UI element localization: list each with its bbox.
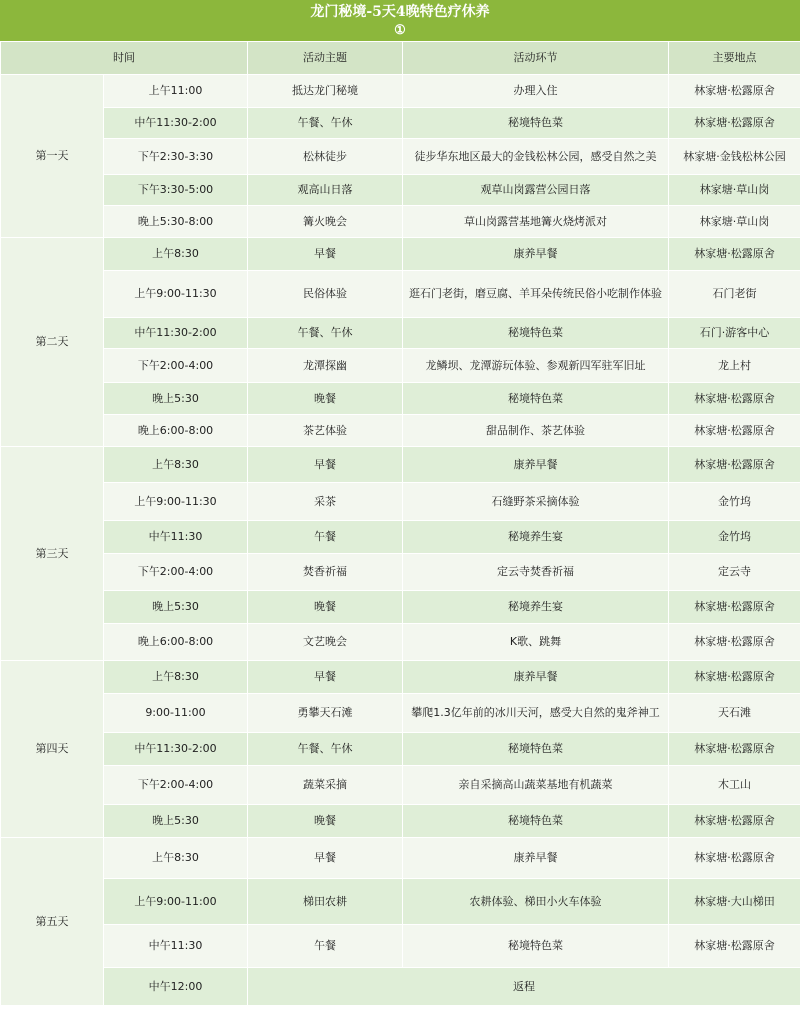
table-row — [1, 624, 800, 661]
cell-activity: 秘境特色菜 — [403, 805, 669, 838]
cell-time: 上午8:30 — [104, 238, 248, 271]
cell-theme: 勇攀天石滩 — [248, 694, 403, 733]
cell-activity: 秘境养生宴 — [403, 591, 669, 624]
cell-activity: 秘境特色菜 — [403, 108, 669, 139]
cell-time: 中午11:30-2:00 — [104, 733, 248, 766]
table-row — [1, 733, 800, 766]
cell-location: 林家塘·松露原舍 — [669, 661, 800, 694]
table-row — [1, 271, 800, 318]
day-label: 第五天 — [1, 838, 104, 1006]
cell-activity: 秘境特色菜 — [403, 925, 669, 968]
cell-activity: 定云寺焚香祈福 — [403, 554, 669, 591]
table-row — [1, 318, 800, 349]
cell-location: 林家塘·金钱松林公园 — [669, 139, 800, 175]
cell-activity: 农耕体验、梯田小火车体验 — [403, 879, 669, 925]
cell-location: 林家塘·草山岗 — [669, 206, 800, 238]
cell-activity: 亲自采摘高山蔬菜基地有机蔬菜 — [403, 766, 669, 805]
table-row — [1, 447, 800, 483]
cell-theme: 晚餐 — [248, 383, 403, 415]
cell-time: 下午2:00-4:00 — [104, 349, 248, 383]
cell-location: 林家塘·大山梯田 — [669, 879, 800, 925]
table-row — [1, 383, 800, 415]
cell-theme: 篝火晚会 — [248, 206, 403, 238]
cell-time: 晚上6:00-8:00 — [104, 415, 248, 447]
table-row — [1, 521, 800, 554]
header-location: 主要地点 — [669, 42, 800, 75]
table-row — [1, 925, 800, 968]
cell-activity: 秘境特色菜 — [403, 383, 669, 415]
cell-theme: 龙潭探幽 — [248, 349, 403, 383]
table-row — [1, 879, 800, 925]
cell-time: 晚上5:30 — [104, 383, 248, 415]
cell-location: 龙上村 — [669, 349, 800, 383]
cell-time: 晚上5:30 — [104, 805, 248, 838]
cell-location: 林家塘·松露原舍 — [669, 624, 800, 661]
schedule-table — [0, 41, 800, 1006]
cell-time: 晚上6:00-8:00 — [104, 624, 248, 661]
cell-location: 林家塘·草山岗 — [669, 175, 800, 206]
cell-activity: 秘境特色菜 — [403, 318, 669, 349]
cell-location: 石门·游客中心 — [669, 318, 800, 349]
cell-theme: 早餐 — [248, 838, 403, 879]
cell-time: 上午9:00-11:30 — [104, 271, 248, 318]
cell-activity: 康养早餐 — [403, 661, 669, 694]
table-row — [1, 554, 800, 591]
cell-theme: 午餐、午休 — [248, 318, 403, 349]
cell-time: 中午11:30-2:00 — [104, 318, 248, 349]
cell-location: 林家塘·松露原舍 — [669, 838, 800, 879]
cell-theme: 早餐 — [248, 661, 403, 694]
cell-time: 下午2:00-4:00 — [104, 554, 248, 591]
cell-theme: 晚餐 — [248, 805, 403, 838]
table-row — [1, 694, 800, 733]
cell-location: 林家塘·松露原舍 — [669, 383, 800, 415]
table-row — [1, 805, 800, 838]
cell-theme: 民俗体验 — [248, 271, 403, 318]
cell-location: 林家塘·松露原舍 — [669, 447, 800, 483]
cell-time: 晚上5:30 — [104, 591, 248, 624]
title-bar — [0, 0, 800, 41]
cell-time: 下午3:30-5:00 — [104, 175, 248, 206]
cell-time: 上午8:30 — [104, 838, 248, 879]
day-label: 第一天 — [1, 75, 104, 238]
page-title: 龙门秘境-5天4晚特色疗休养 — [310, 4, 490, 20]
cell-activity: 观草山岗露营公园日落 — [403, 175, 669, 206]
cell-activity: 龙鳞坝、龙潭游玩体验、参观新四军驻军旧址 — [403, 349, 669, 383]
table-row — [1, 139, 800, 175]
cell-location: 金竹坞 — [669, 521, 800, 554]
cell-time: 上午8:30 — [104, 447, 248, 483]
cell-activity: 办理入住 — [403, 75, 669, 108]
cell-theme: 焚香祈福 — [248, 554, 403, 591]
table-row — [1, 238, 800, 271]
cell-time: 上午9:00-11:30 — [104, 483, 248, 521]
cell-activity: 逛石门老街，磨豆腐、羊耳朵传统民俗小吃制作体验 — [403, 271, 669, 318]
cell-location: 林家塘·松露原舍 — [669, 805, 800, 838]
header-time: 时间 — [1, 42, 248, 75]
cell-theme: 晚餐 — [248, 591, 403, 624]
header-activity: 活动环节 — [403, 42, 669, 75]
table-row — [1, 483, 800, 521]
table-row — [1, 415, 800, 447]
table-row — [1, 349, 800, 383]
table-row — [1, 661, 800, 694]
cell-location: 天石滩 — [669, 694, 800, 733]
day-label: 第四天 — [1, 661, 104, 838]
cell-theme: 早餐 — [248, 447, 403, 483]
table-row — [1, 75, 800, 108]
day-label: 第三天 — [1, 447, 104, 661]
cell-theme: 梯田农耕 — [248, 879, 403, 925]
header-row — [1, 42, 800, 75]
cell-theme: 午餐 — [248, 925, 403, 968]
cell-location: 林家塘·松露原舍 — [669, 108, 800, 139]
cell-time: 上午11:00 — [104, 75, 248, 108]
cell-location: 石门老街 — [669, 271, 800, 318]
cell-location: 林家塘·松露原舍 — [669, 925, 800, 968]
cell-activity: 秘境特色菜 — [403, 733, 669, 766]
cell-time: 晚上5:30-8:00 — [104, 206, 248, 238]
cell-theme: 文艺晚会 — [248, 624, 403, 661]
cell-location: 林家塘·松露原舍 — [669, 591, 800, 624]
cell-activity: 康养早餐 — [403, 838, 669, 879]
cell-theme: 午餐 — [248, 521, 403, 554]
cell-theme: 茶艺体验 — [248, 415, 403, 447]
cell-theme: 午餐、午休 — [248, 108, 403, 139]
cell-time: 中午11:30-2:00 — [104, 108, 248, 139]
cell-location: 林家塘·松露原舍 — [669, 238, 800, 271]
header-theme: 活动主题 — [248, 42, 403, 75]
cell-theme: 抵达龙门秘境 — [248, 75, 403, 108]
cell-time: 下午2:00-4:00 — [104, 766, 248, 805]
cell-location: 林家塘·松露原舍 — [669, 733, 800, 766]
cell-theme: 蔬菜采摘 — [248, 766, 403, 805]
cell-time: 下午2:30-3:30 — [104, 139, 248, 175]
table-row — [1, 206, 800, 238]
cell-location: 定云寺 — [669, 554, 800, 591]
cell-time: 中午11:30 — [104, 521, 248, 554]
table-row — [1, 968, 800, 1006]
table-row — [1, 175, 800, 206]
cell-activity: 甜品制作、茶艺体验 — [403, 415, 669, 447]
cell-theme: 观高山日落 — [248, 175, 403, 206]
cell-activity: 徒步华东地区最大的金钱松林公园，感受自然之美 — [403, 139, 669, 175]
cell-activity: 草山岗露营基地篝火烧烤派对 — [403, 206, 669, 238]
cell-activity: 康养早餐 — [403, 238, 669, 271]
cell-time: 中午12:00 — [104, 968, 248, 1006]
cell-activity: 石缝野茶采摘体验 — [403, 483, 669, 521]
table-row — [1, 591, 800, 624]
cell-theme: 松林徒步 — [248, 139, 403, 175]
cell-location: 金竹坞 — [669, 483, 800, 521]
cell-merged: 返程 — [248, 968, 800, 1006]
page-subtitle: ① — [394, 23, 406, 38]
cell-activity: 攀爬1.3亿年前的冰川天河，感受大自然的鬼斧神工 — [403, 694, 669, 733]
cell-time: 上午9:00-11:00 — [104, 879, 248, 925]
cell-location: 林家塘·松露原舍 — [669, 75, 800, 108]
cell-activity: 康养早餐 — [403, 447, 669, 483]
cell-location: 林家塘·松露原舍 — [669, 415, 800, 447]
cell-activity: K歌、跳舞 — [403, 624, 669, 661]
table-row — [1, 838, 800, 879]
schedule-body — [1, 75, 800, 1006]
day-label: 第二天 — [1, 238, 104, 447]
cell-theme: 早餐 — [248, 238, 403, 271]
cell-time: 上午8:30 — [104, 661, 248, 694]
table-row — [1, 766, 800, 805]
cell-time: 中午11:30 — [104, 925, 248, 968]
cell-time: 9:00-11:00 — [104, 694, 248, 733]
table-row — [1, 108, 800, 139]
cell-activity: 秘境养生宴 — [403, 521, 669, 554]
cell-location: 木工山 — [669, 766, 800, 805]
cell-theme: 午餐、午休 — [248, 733, 403, 766]
cell-theme: 采茶 — [248, 483, 403, 521]
